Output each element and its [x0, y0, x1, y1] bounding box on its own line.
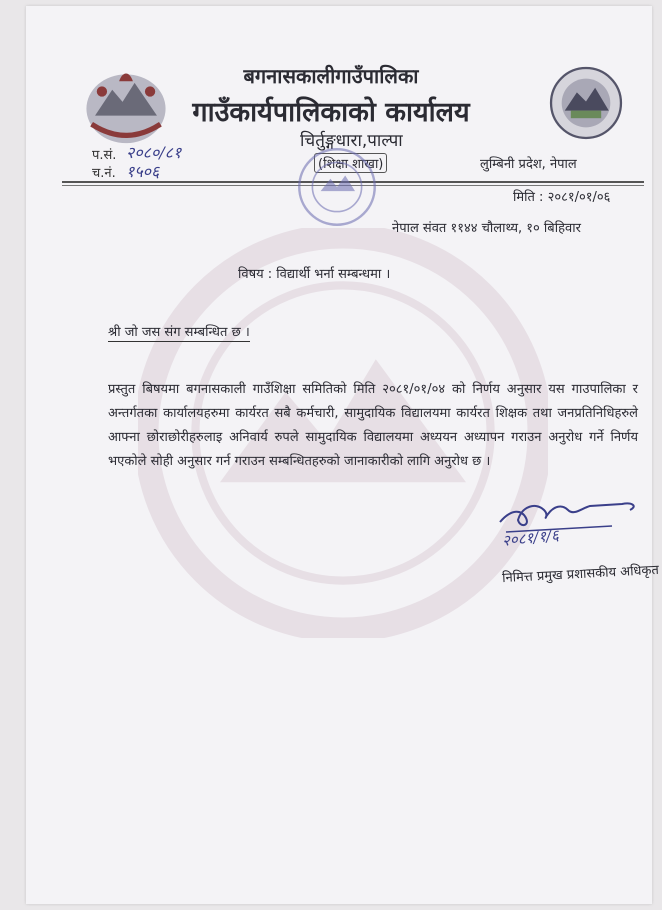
- org-name: बगनासकालीगाउँपालिका: [243, 64, 419, 88]
- letter-subject: विषय : विद्यार्थी भर्ना सम्बन्धमा ।: [238, 267, 391, 282]
- office-address: चिर्तुङ्गधारा,पाल्पा: [300, 131, 403, 151]
- office-title: गाउँकार्यपालिकाको कार्यालय: [192, 97, 470, 128]
- signatory-title: निमित्त प्रमुख प्रशासकीय अधिकृत: [501, 562, 660, 587]
- ref-value: २०८०/८१: [126, 143, 182, 162]
- nepal-sambat-date: नेपाल संवत ११४४ चौलाथ्य, १० बिहिवार: [392, 221, 581, 236]
- letter-body: प्रस्तुत बिषयमा बगनासकाली गाउँशिक्षा समितिको मिति २०८१/०१/०४ को निर्णय अनुसार यस गाउपालिका र अन्तर्गतका कार्यालयहरुमा कार्यरत सबै कर्मचारी, सामुदायिक विद्यालयमा कार्यरत शिक्षक तथा जनप्रतिनिधिहरुले आफ्ना छोराछोरीहरुलाइ अनिवार्य रुपले सामुदायिक विद्यालयमा अध्ययन अध्यापन गराउन अनुरोध गर्ने निर्णय भएकोले सोही अनुसार गर्न गराउन सम्बन्धितहरुको जानाकारीको लागि अनुरोध छ ।: [108, 382, 638, 469]
- section-name: (शिक्षा शाखा): [314, 153, 387, 173]
- letter-date: मिति : २०८१/०१/०६: [513, 190, 611, 205]
- province-text: लुम्बिनी प्रदेश, नेपाल: [480, 157, 577, 172]
- dispatch-label: च.नं.: [92, 166, 116, 181]
- ref-label: प.सं.: [92, 148, 117, 163]
- dispatch-value: १५०६: [126, 162, 160, 181]
- letter-salutation: श्री जो जस संग सम्बन्धित छ ।: [108, 322, 250, 342]
- signature-date: २०८१/१/६: [501, 526, 560, 550]
- office-stamp: [296, 146, 378, 228]
